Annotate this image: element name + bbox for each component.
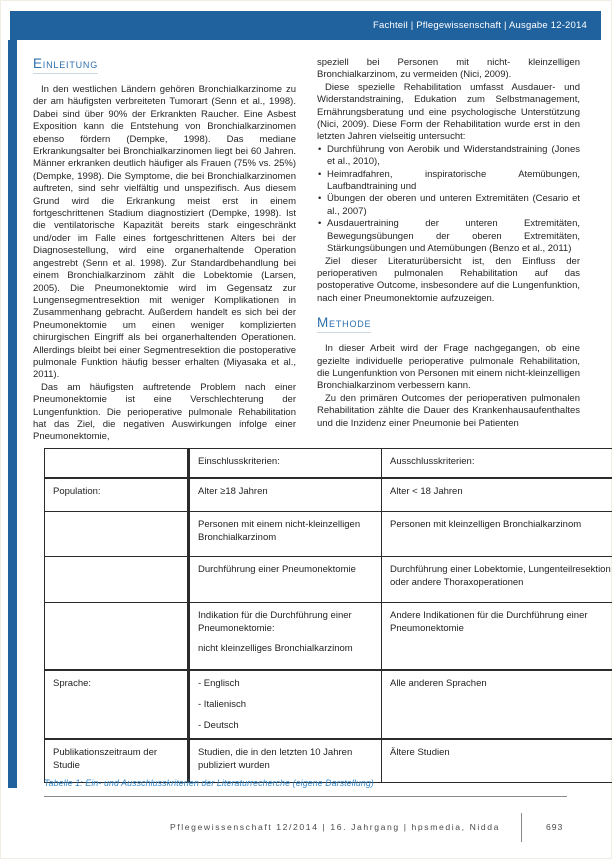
- bullet-item-4: • Ausdauertraining der unteren Extremitäten, Bewegungsübungen der oberen Extremitäten, Stärkungsübungen und Atemübungen (Benzo et al., 2011): [317, 218, 580, 255]
- paragraph-einleitung-4: Diese spezielle Rehabilitation umfasst Ausdauer- und Widerstandstraining, Edukation zum Selbstmanagement, Ernährungsberatung und eine psychologische Unterstützung (Nici, 2009). Diese Form der Rehabilitation wurde erst in den letzten Jahren vielseitig untersucht:: [317, 81, 580, 143]
- page-number: 693: [546, 822, 564, 832]
- bullet-item-1: • Durchführung von Aerobik und Widerstandstraining (Jones et al., 2010),: [317, 144, 580, 169]
- paragraph-methode-1: In dieser Arbeit wird der Frage nachgegangen, ob eine gezielte individuelle perioperative pulmonale Rehabilitation, die Lungenfunktion von Personen mit einem nicht-kleinzelligen Bronchialkarzinom verbessern kann.: [317, 343, 580, 392]
- table-row-population-age: [45, 478, 612, 512]
- table-row-indication: [45, 603, 612, 671]
- cell-include-languages: [189, 670, 382, 739]
- paragraph-einleitung-5: Ziel dieser Literaturübersicht ist, den Einfluss der perioperativen pulmonalen Rehabilitation auf das postoperative Outcome, insbesondere auf die Lungenfunktion, nach einer Pneumonektomie aufzuzeigen.: [317, 255, 580, 304]
- table-row-population-persons: [45, 512, 612, 557]
- cell-exclude-persons: Personen mit kleinzelligen Bronchialkarzinom: [382, 512, 612, 557]
- table-row-surgery: [45, 557, 612, 603]
- table-header-row: [45, 449, 612, 479]
- section-heading-einleitung: Einleitung: [33, 57, 98, 74]
- column-left: [33, 57, 296, 444]
- cell-include-indication-line2: nicht kleinzelliges Bronchialkarzinom: [198, 643, 353, 654]
- criteria-table: [44, 448, 612, 783]
- row-label-empty: [45, 603, 189, 671]
- cell-include-indication-line1: Indikation für die Durchführung einer Pneumonektomie:: [198, 610, 352, 634]
- row-label-language: Sprache:: [45, 670, 189, 739]
- paragraph-einleitung-2: Das am häufigsten auftretende Problem nach einer Pneumonektomie ist eine Verschlechterung der Lungenfunktion. Die perioperative pulmonale Rehabilitation hat das Ziel, die negativen Auswirkungen infolge einer Pneumonektomie,: [33, 381, 296, 443]
- row-label-publication-period: Publikationszeitraum der Studie: [45, 739, 189, 783]
- cell-include-surgery: Durchführung einer Pneumonektomie: [189, 557, 382, 603]
- cell-include-age: Alter ≥18 Jahren: [189, 478, 382, 512]
- language-item-italian: - Italienisch: [198, 699, 247, 710]
- row-label-empty: [45, 512, 189, 557]
- language-item-english: - Englisch: [198, 678, 240, 689]
- bullet-item-3: • Übungen der oberen und unteren Extremitäten (Cesario et al., 2007): [317, 193, 580, 218]
- cell-include-publication: Studien, die in den letzten 10 Jahren publiziert wurden: [189, 739, 382, 783]
- paragraph-einleitung-1: In den westlichen Ländern gehören Bronchialkarzinome zu der am häufigsten verbreiteten Tumorart (Senn et al., 1998). Dabei sind über 90% der Erkrankten Raucher. Eine Asbest Exposition kann die Entstehung von Bronchialkarzinomen ebenso fördern (Dempke, 1998). Das mediane Erkrankungsalter bei Bronchialkarzinomen liegt bei 60 Jahren. Männer erkranken deutlich häufiger als Frauen (75% vs. 25%) (Dempke, 1998). Die Symptome, die bei Bronchialkarzinomen auftreten, sind sehr vielfältig und unspezifisch. Aus diesem Grund wird die Erkrankung meist erst in einem fortgeschrittenen Stadium diagnostiziert (Dempke, 1998). Ist die ventilatorische Kapazität bereits stark eingeschränkt und/oder im Falle eines fortgeschrittenen Alters bei der Diagnosestellung, wird eine organerhaltende Operation angestrebt (Senn et al. 1998). Zur Standardbehandlung bei einem Bronchialkarzinom zählt die Lobektomie (Larsen, 2005). Die Pneumonektomie wird im Gegensatz zur Lungensegmentresektion mit weniger Komplikationen in Zusammenhang gebracht. Außerdem handelt es sich bei der Pneumonektomie um einen weniger komplizierten chirurgischen Eingriff als bei organerhaltenden Operationen. Allerdings bleibt bei einer Segmentresektion die postoperative pulmonale Funktion häufig besser erhalten (Miyasaka et al., 2011).: [33, 84, 296, 381]
- footer-rule: [44, 796, 567, 797]
- footer-journal-line: Pflegewissenschaft 12/2014 | 16. Jahrgang | hpsmedia, Nidda: [169, 822, 501, 832]
- bullet-list: [317, 144, 580, 256]
- cell-exclude-age: Alter < 18 Jahren: [382, 478, 612, 512]
- paragraph-methode-2: Zu den primären Outcomes der perioperativen pulmonalen Rehabilitation zählte die Dauer des Krankenhausaufenthaltes und die Inzidenz einer Pneumonie bei Patienten: [317, 392, 580, 429]
- table-row-language: [45, 670, 612, 739]
- table-header-exclusion: Ausschlusskriterien:: [382, 449, 612, 479]
- header-banner: [10, 11, 601, 40]
- left-accent-bar: [8, 40, 17, 788]
- table-caption: Tabelle 1: Ein- und Ausschlusskriterien der Literaturrecherche (eigene Darstellung): [44, 778, 374, 788]
- cell-exclude-languages: Alle anderen Sprachen: [382, 670, 612, 739]
- footer-divider: [521, 813, 522, 842]
- section-heading-methode: Methode: [317, 316, 371, 333]
- row-label-empty: [45, 557, 189, 603]
- table-header-empty-cell: [45, 449, 189, 479]
- table-header-inclusion: Einschlusskriterien:: [189, 449, 382, 479]
- row-label-population: Population:: [45, 478, 189, 512]
- cell-exclude-publication: Ältere Studien: [382, 739, 612, 783]
- table-row-publication-period: [45, 739, 612, 783]
- column-right: [317, 57, 580, 430]
- header-banner-title: Fachteil | Pflegewissenschaft | Ausgabe 12-2014: [373, 20, 587, 31]
- cell-exclude-surgery: Durchführung einer Lobektomie, Lungenteilresektion oder andere Thoraxoperationen: [382, 557, 612, 603]
- cell-include-persons: Personen mit einem nicht-kleinzelligen Bronchialkarzinom: [189, 512, 382, 557]
- cell-exclude-indication: Andere Indikationen für die Durchführung einer Pneumonektomie: [382, 603, 612, 671]
- paragraph-einleitung-3-continued: speziell bei Personen mit nicht- kleinzelligen Bronchialkarzinom, zu vermeiden (Nici, 2009).: [317, 57, 580, 81]
- cell-include-indication: [189, 603, 382, 671]
- bullet-item-2: • Heimradfahren, inspiratorische Atemübungen, Laufbandtraining und: [317, 169, 580, 194]
- language-item-german: - Deutsch: [198, 720, 239, 731]
